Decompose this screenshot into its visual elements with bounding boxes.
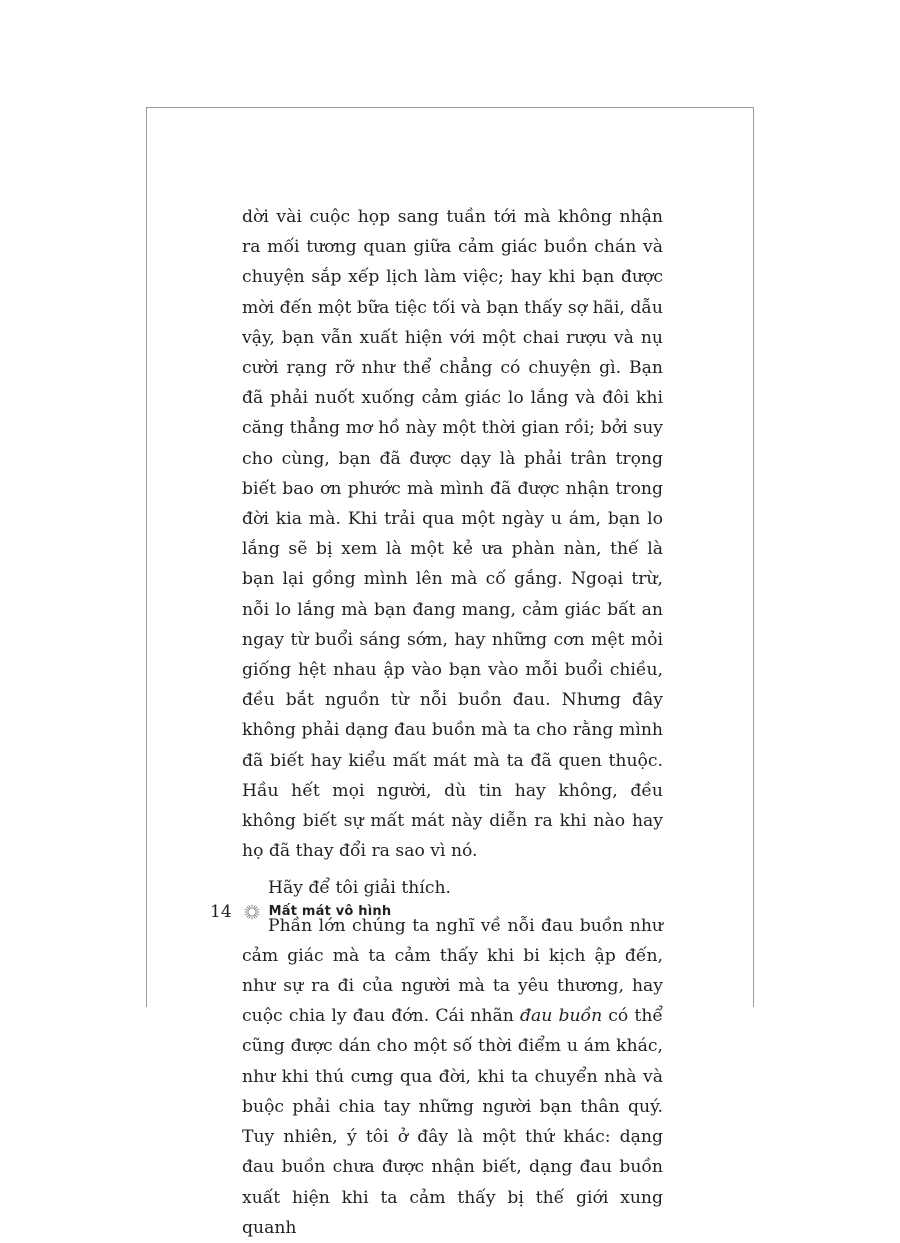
- paragraph-text-after-italic: có thể cũng được dán cho một số thời điểm u ám khác, như khi thú cưng qua đời, khi ta chuyển nhà và buộc phải chia tay những người bạn thân quý. Tuy nhiên, ý tôi ở đây là một thứ khác: dạng đau buồn chưa được nhận biết, dạng đau buồn xuất hiện khi ta cảm thấy bị thế giới xung quanh: [242, 1006, 663, 1238]
- book-page: [146, 107, 754, 1238]
- body-text: [242, 202, 663, 1243]
- page-number: 14: [210, 902, 232, 922]
- sunburst-ornament-icon: [241, 902, 263, 922]
- page-footer: [210, 902, 391, 922]
- paragraph-continuation: dời vài cuộc họp sang tuần tới mà không nhận ra mối tương quan giữa cảm giác buồn chán và chuyện sắp xếp lịch làm việc; hay khi bạn được mời đến một bữa tiệc tối và bạn thấy sợ hãi, dẫu vậy, bạn vẫn xuất hiện với một chai rượu và nụ cười rạng rỡ như thể chẳng có chuyện gì. Bạn đã phải nuốt xuống cảm giác lo lắng và đôi khi căng thẳng mơ hồ này một thời gian rồi; bởi suy cho cùng, bạn đã được dạy là phải trân trọng biết bao ơn phước mà mình đã được nhận trong đời kia mà. Khi trải qua một ngày u ám, bạn lo lắng sẽ bị xem là một kẻ ưa phàn nàn, thế là bạn lại gồng mình lên mà cố gắng. Ngoại trừ, nỗi lo lắng mà bạn đang mang, cảm giác bất an ngay từ buổi sáng sớm, hay những cơn mệt mỏi giống hệt nhau ập vào bạn vào mỗi buổi chiều, đều bắt nguồn từ nỗi buồn đau. Nhưng đây không phải dạng đau buồn mà ta cho rằng mình đã biết hay kiểu mất mát mà ta đã quen thuộc. Hầu hết mọi người, dù tin hay không, đều không biết sự mất mát này diễn ra khi nào hay họ đã thay đổi ra sao vì nó.: [242, 207, 663, 862]
- paragraph-grief-definition: [242, 911, 663, 1243]
- running-title: Mất mát vô hình: [268, 904, 392, 919]
- italic-term: đau buồn: [520, 1006, 603, 1027]
- paragraph-text-before-italic: Phần lớn chúng ta nghĩ về nỗi đau buồn như cảm giác mà ta cảm thấy khi bi kịch ập đến, như sự ra đi của người mà ta yêu thương, hay cuộc chia ly đau đớn. Cái nhãn: [242, 915, 663, 1027]
- paragraph-let-me-explain: Hãy để tôi giải thích.: [268, 878, 452, 899]
